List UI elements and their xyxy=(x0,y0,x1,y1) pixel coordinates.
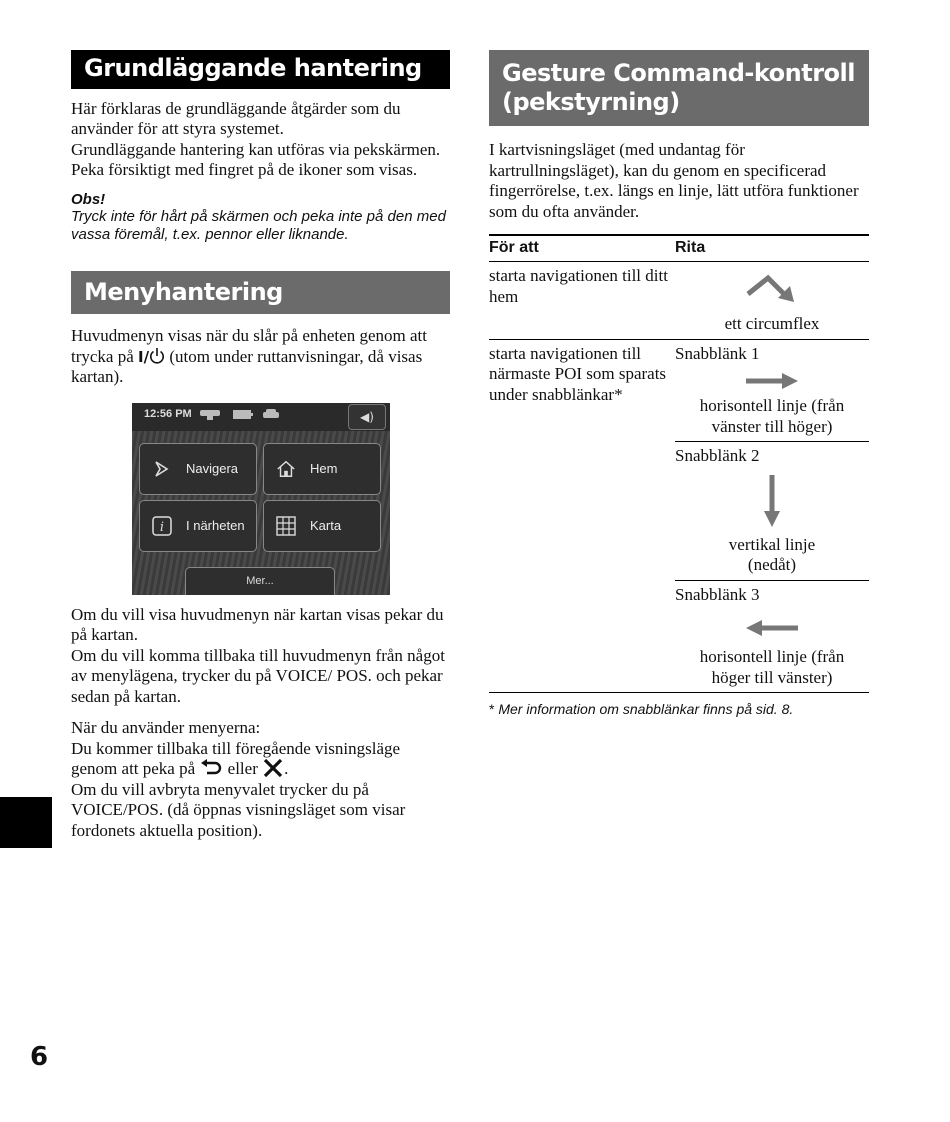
left-arrow-gesture-icon xyxy=(742,615,802,641)
draw-cell xyxy=(675,262,869,340)
menu-button-karta[interactable] xyxy=(263,500,381,552)
note-title: Obs! xyxy=(71,190,106,208)
shortcut-label: Snabblänk 1 xyxy=(675,343,760,363)
satellite-icon xyxy=(198,407,222,421)
section-tab-marker xyxy=(0,797,52,848)
menu-paragraph-5-mid: eller xyxy=(223,759,263,779)
volume-button[interactable]: ◀) xyxy=(348,404,386,430)
gesture-table xyxy=(489,234,869,693)
heading-menyhantering: Menyhantering xyxy=(71,271,450,315)
menu-button-label: Navigera xyxy=(186,461,239,477)
shortcut-label: Snabblänk 2 xyxy=(675,446,760,465)
menu-paragraph-1-a: Huvudmenyn visas när du slår på enheten genom att trycka på xyxy=(71,326,427,366)
gesture-description: horisontell linje (från vänster till höger) xyxy=(699,396,845,436)
menu-paragraph-1-b: (utom under ruttanvisningar, då visas kartan). xyxy=(71,346,423,387)
draw-cell xyxy=(675,339,869,442)
power-label: I/ xyxy=(138,347,150,366)
footnote-text: Mer information om snabblänkar finns på sid. 8. xyxy=(498,701,794,717)
battery-icon xyxy=(232,407,254,421)
table-row xyxy=(489,262,869,340)
menu-button-navigera[interactable] xyxy=(139,443,257,495)
action-cell: starta navigationen till närmaste POI som sparats under snabblänkar* xyxy=(489,339,675,693)
shortcut-label: Snabblänk 3 xyxy=(675,584,760,604)
more-button[interactable]: Mer... xyxy=(185,567,335,595)
menu-paragraph-3: Om du vill komma tillbaka till huvudmenyn från något av menylägena, trycker du på VOICE/ POS. och pekar sedan på kartan. xyxy=(71,645,445,706)
home-icon xyxy=(276,459,296,479)
clock-time: 12:56 PM xyxy=(144,407,192,420)
table-row xyxy=(489,339,869,442)
footnote xyxy=(489,701,869,717)
close-icon xyxy=(262,759,284,777)
gesture-description: horisontell linje (från höger till vänster) xyxy=(699,647,845,687)
info-icon xyxy=(152,516,172,536)
menu-button-hem[interactable] xyxy=(263,443,381,495)
column-header-rita: Rita xyxy=(675,235,869,262)
navigate-arrow-icon xyxy=(152,459,172,479)
menu-paragraph-5-a: Du kommer tillbaka till föregående visningsläge genom att peka på xyxy=(71,738,401,779)
menu-button-i-narheten[interactable] xyxy=(139,500,257,552)
right-arrow-gesture-icon xyxy=(742,368,802,394)
gesture-intro: I kartvisningsläget (med undantag för kartrullningsläget), kan du genom en specificerad fingerrörelse, t.ex. längs en linje, lätt utföra funktioner som du ofta använder. xyxy=(489,140,859,221)
svg-text:i: i xyxy=(159,519,165,535)
car-icon xyxy=(262,407,280,421)
intro-paragraph-2: Grundläggande hantering kan utföras via pekskärmen. Peka försiktigt med fingret på de ikoner som visas. xyxy=(71,139,441,180)
intro-paragraph-1: Här förklaras de grundläggande åtgärder som du använder för att styra systemet. xyxy=(71,98,401,139)
note-text: Tryck inte för hårt på skärmen och peka inte på den med vassa föremål, t.ex. pennor eller liknande. xyxy=(71,207,446,244)
action-cell: starta navigationen till ditt hem xyxy=(489,266,668,306)
right-column xyxy=(489,50,869,717)
menu-paragraph-4: När du använder menyerna: xyxy=(71,718,261,738)
menu-paragraph-1 xyxy=(71,326,450,388)
menu-paragraph-5-end: . xyxy=(284,759,289,779)
gesture-description: ett circumflex xyxy=(724,314,820,333)
menu-button-label: Hem xyxy=(310,461,338,477)
page-number: 6 xyxy=(30,1042,49,1072)
circumflex-gesture-icon xyxy=(742,272,802,312)
left-column xyxy=(71,50,450,841)
menu-button-label: Karta xyxy=(310,518,342,534)
draw-cell xyxy=(675,580,869,693)
menu-paragraph-6: Om du vill avbryta menyvalet trycker du på VOICE/POS. (då öppnas visningsläget som visar fordonets aktuella position). xyxy=(71,779,406,840)
column-header-for-att: För att xyxy=(489,235,675,262)
menu-button-label: I närheten xyxy=(186,518,245,534)
back-arrow-icon xyxy=(199,759,223,777)
main-menu-screenshot xyxy=(132,403,390,595)
map-grid-icon xyxy=(276,516,296,536)
table-header-row xyxy=(489,235,869,262)
heading-gesture-command: Gesture Command-kontroll (pekstyrning) xyxy=(489,50,869,126)
power-icon xyxy=(149,347,165,365)
menu-paragraph-2: Om du vill visa huvudmenyn när kartan visas pekar du på kartan. xyxy=(71,604,444,645)
heading-grundlaggande-hantering: Grundläggande hantering xyxy=(71,50,450,89)
footnote-mark: * xyxy=(489,701,495,717)
menu-paragraph-5 xyxy=(71,739,450,780)
down-arrow-gesture-icon xyxy=(759,473,785,531)
gesture-description: vertikal linje (nedåt) xyxy=(728,534,816,574)
draw-cell xyxy=(675,442,869,581)
